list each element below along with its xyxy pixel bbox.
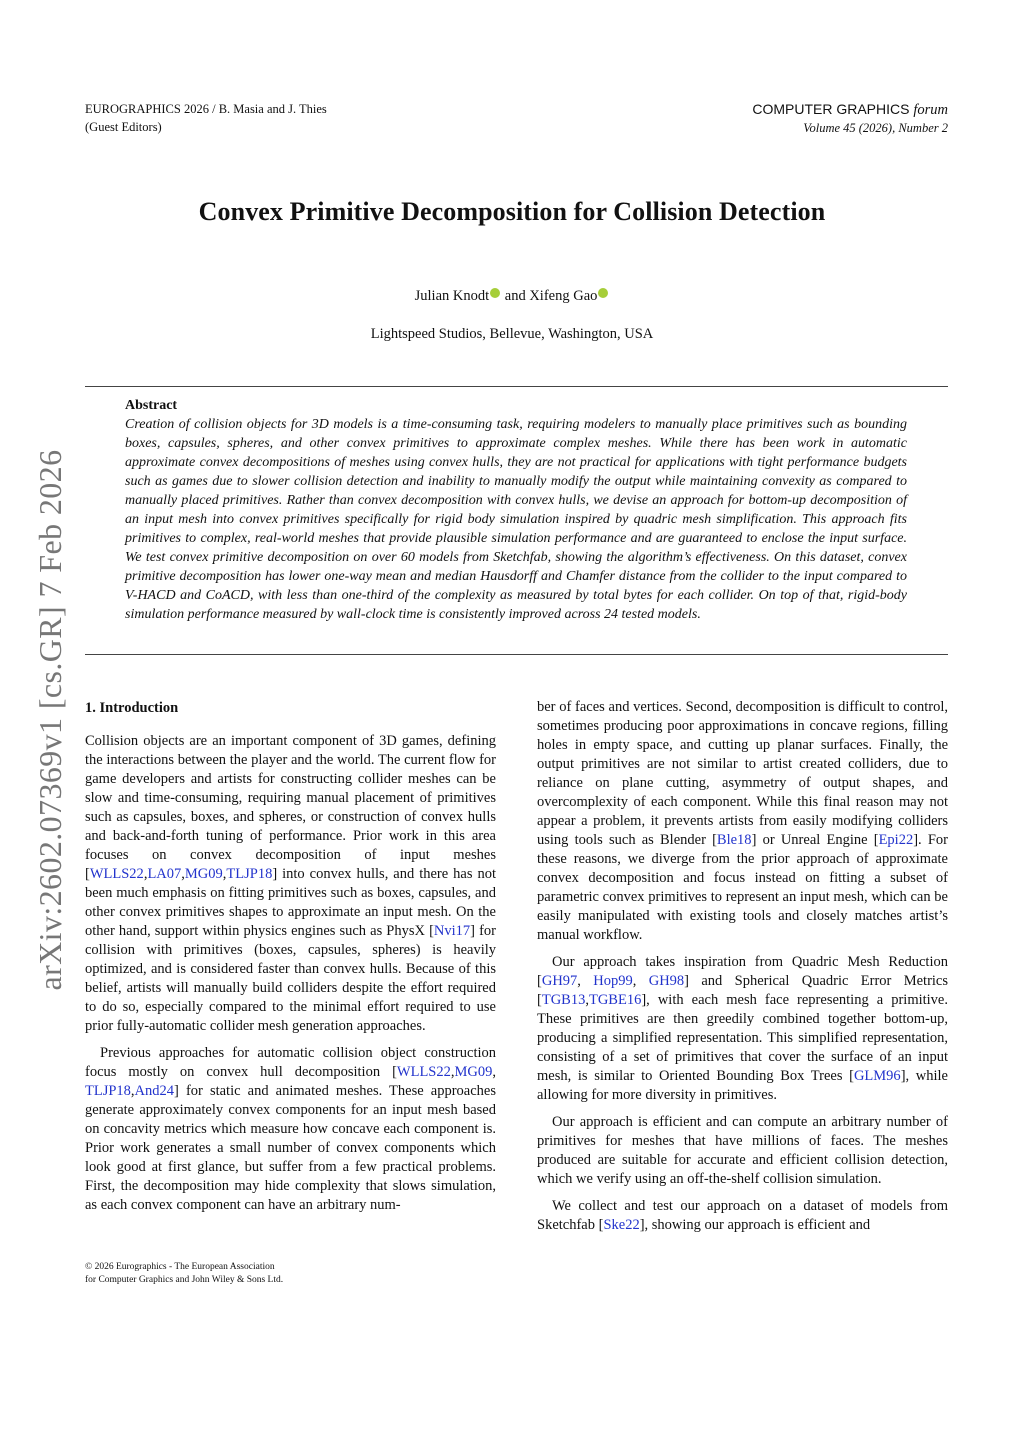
citation-link[interactable]: And24 (134, 1083, 175, 1099)
citation-link[interactable]: Nvi17 (433, 923, 471, 939)
citation-link[interactable]: GLM96 (853, 1068, 901, 1084)
citation-link[interactable]: MG09 (454, 1064, 493, 1080)
affiliation: Lightspeed Studios, Bellevue, Washington, USA (370, 326, 654, 342)
author-name: Xifeng Gao (529, 288, 598, 304)
section-heading: 1. Introduction (85, 700, 179, 716)
citation-link[interactable]: TLJP18 (226, 866, 273, 882)
running-header-left (85, 100, 327, 136)
citation-link[interactable]: Hop99 (593, 973, 633, 989)
divider (85, 386, 948, 387)
copyright-notice: © 2026 Eurographics - The European Association for Computer Graphics and John Wiley & Sons Ltd. (85, 1262, 284, 1285)
citation-link[interactable]: GH97 (541, 973, 578, 989)
abstract (125, 396, 907, 624)
paragraph: Our approach is efficient and can compute an arbitrary number of primitives for meshes that have millions of faces. The meshes produced are suitable for accurate and efficient collision detection, which we verify using an off-the-shelf collision simulation. (537, 1114, 948, 1187)
orcid-icon[interactable] (490, 288, 500, 298)
citation-link[interactable]: MG09 (184, 866, 223, 882)
arxiv-identifier[interactable]: arXiv:2602.07369v1 [cs.GR] 7 Feb 2026 (32, 449, 68, 991)
citation-link[interactable]: TGBE16 (588, 992, 642, 1008)
paragraph: ber of faces and vertices. Second, decomposition is difficult to control, sometimes producing poor approximations in concave regions, filling holes in empty space, and cutting up planar surfaces. Finally, the output primitives are not similar to artist created colliders, due to reliance on plane cutting, asymmetry of output shapes, and overcomplexity of each component. While this final reason may not appear a problem, it prevents artists from easily modifying colliders using tools such as Blender [Ble18] or Unreal Engine [Epi22]. For these reasons, we diverge from the prior approach of approximate convex decomposition and focus instead on fitting a subset of parametric convex primitives to represent an input mesh, which can be easily manipulated with existing tools and closely matches artist’s manual workflow. (537, 699, 948, 943)
abstract-text: Creation of collision objects for 3D models is a time-consuming task, requiring modelers to manually place primitives such as bounding boxes, capsules, spheres, and other convex primitives to approximate complex meshes. While there has been work in automatic approximate convex decompositions of meshes using convex hulls, they are not practical for applications with tight performance budgets such as games due to slower collision detection and inability to manually modify the output while maintaining convexity as compared to manually placed primitives. Rather than convex decomposition with convex hulls, we devise an approach for bottom-up decomposition of an input mesh into convex primitives specifically for rigid body simulation inspired by quadric mesh simplification. This approach fits primitives to complex, real-world meshes that provide plausible simulation performance and are guaranteed to enclose the input surface. We test convex primitive decomposition on over 60 models from Sketchfab, showing the algorithm’s effectiveness. On this dataset, convex primitive decomposition has lower one-way mean and median Hausdorff and Chamfer distance from the collider to the input compared to V-HACD and CoACD, with less than one-third of the complexity as measured by total bytes for each collider. On top of that, rigid-body simulation performance measured by wall-clock time is consistently improved across 24 tested models. (125, 417, 907, 622)
conference-editors: EUROGRAPHICS 2026 / B. Masia and J. Thies (85, 102, 327, 116)
journal-name: COMPUTER GRAPHICS forum (752, 101, 948, 118)
journal-volume: Volume 45 (2026), Number 2 (803, 121, 948, 135)
paragraph: We collect and test our approach on a dataset of models from Sketchfab [Ske22], showing our approach is efficient and (537, 1198, 948, 1233)
paragraph: Collision objects are an important component of 3D games, defining the interactions between the player and the world. The current flow for game developers and artists for constructing collider meshes can be slow and time-consuming, requiring manual placement of primitives such as capsules, boxes, and spheres, or construction of convex hulls and back-and-forth tuning of performance. Prior work in this area focuses on convex decomposition of input meshes [WLLS22,LA07,MG09,TLJP18] into convex hulls, and there has not been much emphasis on fitting primitives such as boxes, capsules, and other convex primitives shapes to approximate an input mesh. On the other hand, support within physics engines such as PhysX [Nvi17] for collision with primitives (boxes, capsules, spheres) is heavily optimized, and is considered faster than convex hulls. Because of this belief, artists will manually build colliders despite the effort required to do so, especially compared to the minimal effort required to use prior fully-automatic collider mesh generation approaches. (85, 733, 496, 1034)
author-name: Julian Knodt (414, 288, 490, 304)
author-list: Julian Knodt and Xifeng Gao (0, 288, 1024, 305)
citation-link[interactable]: Epi22 (878, 832, 914, 848)
paragraph: Our approach takes inspiration from Quadric Mesh Reduction [GH97, Hop99, GH98] and Spherical Quadric Error Metrics [TGB13,TGBE16], with each mesh face representing a primitive. These primitives are then greedily combined together bottom-up, producing a simplified representation. This simplified representation, consisting of a set of primitives that cover the surface of an input mesh, is similar to Oriented Bounding Box Trees [GLM96], while allowing for more diversity in primitives. (537, 954, 948, 1103)
divider (85, 654, 948, 655)
citation-link[interactable]: Ske22 (603, 1217, 640, 1233)
citation-link[interactable]: WLLS22 (89, 866, 144, 882)
running-header-right (752, 100, 948, 137)
paragraph: Previous approaches for automatic collision object construction focus mostly on convex hull decomposition [WLLS22,MG09, TLJP18,And24] for static and animated meshes. These approaches generate approximately convex components for an input mesh based on concavity metrics which measure how concave each component is. Prior work generates a small number of convex components which look good at first glance, but suffer from a few practical problems. First, the decomposition may hide complexity that slows simulation, as each convex component can have an arbitrary num- (85, 1045, 496, 1213)
abstract-heading: Abstract (125, 398, 178, 413)
paper-title: Convex Primitive Decomposition for Collision Detection (198, 197, 826, 226)
left-column (85, 699, 496, 1215)
citation-link[interactable]: WLLS22 (396, 1064, 451, 1080)
citation-link[interactable]: LA07 (147, 866, 182, 882)
guest-editors: (Guest Editors) (85, 120, 162, 134)
orcid-icon[interactable] (598, 288, 608, 298)
right-column (537, 698, 948, 1235)
citation-link[interactable]: GH98 (648, 973, 685, 989)
citation-link[interactable]: Ble18 (716, 832, 752, 848)
citation-link[interactable]: TGB13 (541, 992, 586, 1008)
citation-link[interactable]: TLJP18 (85, 1083, 131, 1099)
